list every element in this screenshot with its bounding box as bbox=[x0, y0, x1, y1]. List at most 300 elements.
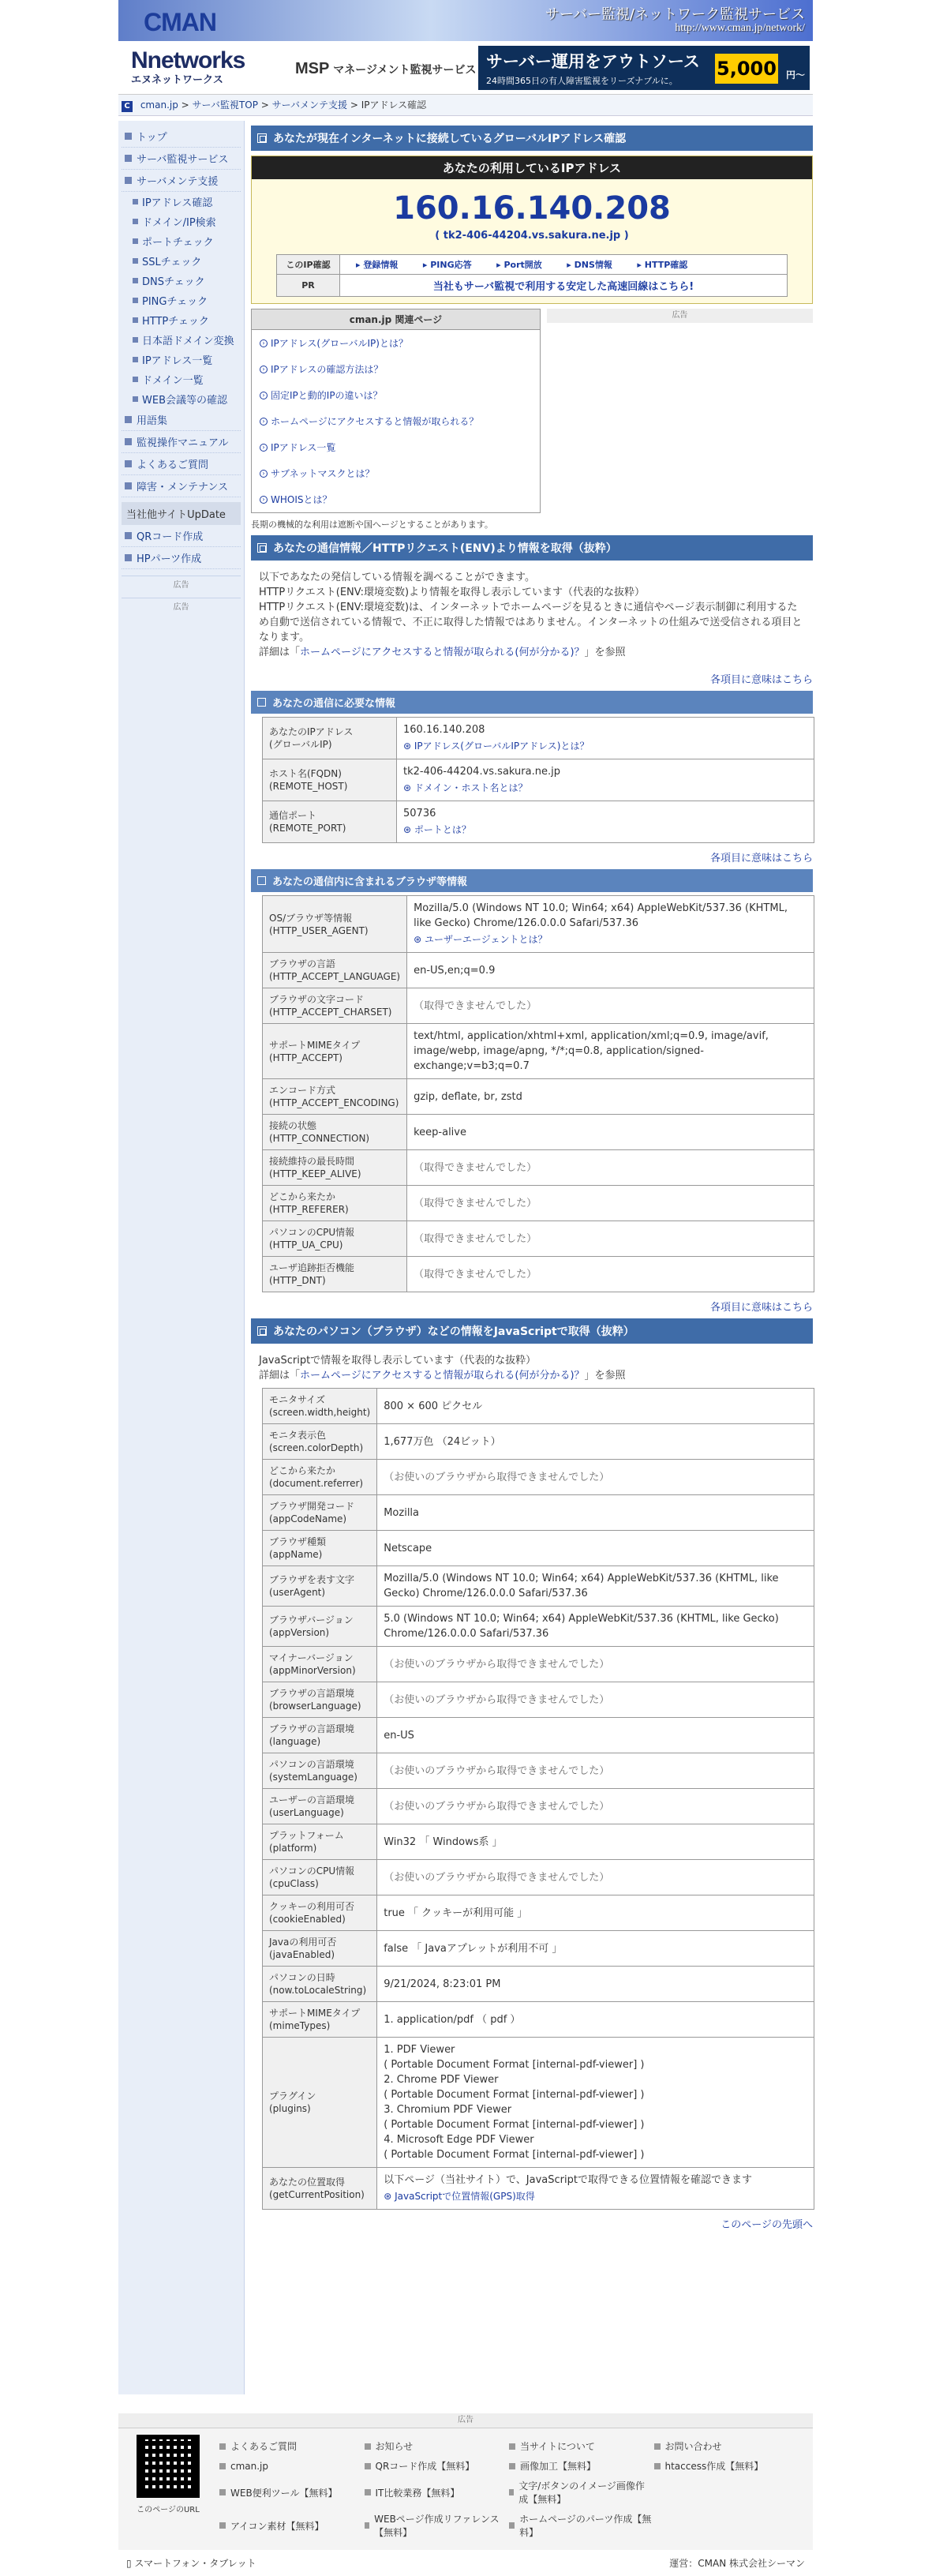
footer-link[interactable] bbox=[509, 2459, 654, 2473]
row-key: どこから来たか (document.referrer) bbox=[263, 1460, 377, 1495]
related-link[interactable] bbox=[252, 356, 540, 382]
arrow-circle-icon: › bbox=[260, 470, 268, 478]
table-row bbox=[263, 1647, 814, 1682]
row-key: モニタ表示色 (screen.colorDepth) bbox=[263, 1424, 377, 1460]
row-value: text/html, application/xhtml+xml, application/xml;q=0.9, image/avif, image/webp, image/apng, */*;q=0.8, application/signed-exchange;v=b3;q=0.7 bbox=[414, 1030, 769, 1072]
breadcrumb-current: IPアドレス確認 bbox=[361, 99, 427, 111]
row-value-cell bbox=[377, 1424, 814, 1460]
square-bullet-icon bbox=[219, 2443, 226, 2450]
row-value-cell bbox=[377, 1967, 814, 2002]
row-value-cell bbox=[377, 1789, 814, 1824]
table-row bbox=[263, 1931, 814, 1967]
table-row bbox=[263, 1967, 814, 2002]
ping-link[interactable]: ▸ PING応答 bbox=[423, 258, 472, 271]
row-value: （取得できませんでした） bbox=[414, 1197, 537, 1209]
table-row bbox=[263, 1718, 814, 1753]
ip-address-value: 160.16.140.208 bbox=[393, 190, 671, 227]
table-row bbox=[263, 1150, 814, 1186]
footer-link[interactable] bbox=[509, 2479, 654, 2506]
sidebar-item-label: サーバメンテ支援 bbox=[137, 176, 219, 188]
footer-link-text: ホームページのパーツ作成【無料】 bbox=[519, 2514, 652, 2538]
sidebar-subitem[interactable] bbox=[122, 271, 241, 291]
row-value-cell bbox=[407, 1024, 814, 1079]
related-link-text: IPアドレスの確認方法は？ bbox=[271, 364, 384, 375]
square-bullet-icon bbox=[125, 438, 132, 445]
sidebar-item-label: トップ bbox=[137, 132, 167, 144]
table-row bbox=[263, 718, 814, 759]
table-row bbox=[263, 1115, 814, 1150]
sidebar-subitem[interactable] bbox=[122, 389, 241, 409]
http-link[interactable]: ▸ HTTP確認 bbox=[637, 258, 687, 271]
table-row bbox=[263, 801, 814, 843]
js-section-title-text: あなたのパソコン（ブラウザ）などの情報をJavaScriptで取得（抜粋） bbox=[273, 1325, 634, 1338]
table-row bbox=[263, 1257, 814, 1292]
related-link-text: 固定IPと動的IPの違いは？ bbox=[271, 390, 383, 401]
site-header bbox=[118, 0, 813, 41]
msp-banner[interactable] bbox=[295, 60, 477, 78]
table-row bbox=[263, 1824, 814, 1860]
row-key: Javaの利用可否 (javaEnabled) bbox=[263, 1931, 377, 1967]
env-intro-line: HTTPリクエスト(ENV:環境変数)は、インターネットでホームページを見るときに通信やページ表示制御に利用するため自動で送信されている情報で、不正に取得した情報ではありません。インターネットの仕組みで送受信される項目となります。 bbox=[259, 602, 803, 643]
row-value-cell bbox=[377, 1753, 814, 1789]
row-help-link-text: ポートとは？ bbox=[414, 824, 471, 835]
env-subsection-title: あなたの通信に必要な情報 bbox=[272, 698, 396, 710]
arrow-circle-icon: ⊛ bbox=[403, 824, 414, 835]
sidebar-subitem[interactable] bbox=[122, 212, 241, 231]
sidebar-subitem-label: ポートチェック bbox=[142, 237, 214, 249]
sidebar-ad-label: 広告 bbox=[122, 576, 241, 591]
related-link-text: IPアドレス(グローバルIP)とは？ bbox=[271, 338, 408, 349]
js-detail-pre: 詳細は「 bbox=[259, 1370, 301, 1382]
square-bullet-icon bbox=[125, 177, 132, 184]
arrow-circle-icon: › bbox=[260, 418, 268, 426]
footer-link bbox=[654, 2479, 799, 2506]
arrow-circle-icon: ⊛ bbox=[403, 782, 414, 793]
row-value: 1. application/pdf （ pdf ） bbox=[384, 2013, 521, 2026]
row-key: ブラウザの言語環境 (language) bbox=[263, 1718, 377, 1753]
footer-link-text: WEBページ作成リファレンス【無料】 bbox=[374, 2514, 500, 2538]
row-key: ブラウザを表す文字 (userAgent) bbox=[263, 1566, 377, 1607]
arrow-circle-icon: ⊛ bbox=[384, 2191, 395, 2202]
footer-link[interactable] bbox=[654, 2439, 799, 2453]
square-bullet-icon bbox=[365, 2443, 371, 2450]
row-value-cell bbox=[377, 1460, 814, 1495]
related-link[interactable] bbox=[252, 382, 540, 408]
breadcrumb-separator: > bbox=[178, 99, 193, 111]
row-value: 以下ページ（当社サイト）で、JavaScriptで取得できる位置情報を確認できます bbox=[384, 2174, 752, 2186]
sidebar-item-glossary[interactable] bbox=[122, 409, 241, 431]
square-bullet-icon bbox=[125, 532, 132, 539]
square-bullet-icon bbox=[133, 258, 138, 264]
sidebar-subitem[interactable] bbox=[122, 330, 241, 350]
sidebar-item-maintenance[interactable] bbox=[122, 170, 241, 192]
table-row bbox=[263, 1495, 814, 1531]
sidebar-item-label: サーバ監視サービス bbox=[137, 154, 229, 166]
header-url: http://www.cman.jp/network/ bbox=[675, 22, 805, 34]
breadcrumb-home[interactable]: cman.jp bbox=[140, 99, 178, 111]
sidebar-subitem[interactable] bbox=[122, 310, 241, 330]
section-icon bbox=[257, 876, 266, 885]
sidebar-item-label: HPパーツ作成 bbox=[137, 553, 202, 565]
row-value: 9/21/2024, 8:23:01 PM bbox=[384, 1978, 501, 1990]
arrow-circle-icon: › bbox=[260, 366, 268, 373]
square-bullet-icon bbox=[509, 2489, 514, 2495]
square-bullet-icon bbox=[133, 377, 138, 382]
related-pages-title: cman.jp 関連ページ bbox=[252, 309, 540, 330]
table-row bbox=[263, 1860, 814, 1895]
footer-link-text: htaccess作成【無料】 bbox=[664, 2461, 764, 2472]
breadcrumb bbox=[118, 95, 813, 116]
square-bullet-icon bbox=[133, 337, 138, 343]
footer-link-text: お知らせ bbox=[375, 2441, 414, 2452]
row-value-cell bbox=[377, 1895, 814, 1931]
outsource-ad-banner[interactable] bbox=[478, 46, 810, 90]
square-bullet-icon bbox=[133, 396, 138, 402]
section-icon bbox=[257, 133, 267, 143]
table-row bbox=[263, 2002, 814, 2038]
square-bullet-icon bbox=[365, 2489, 371, 2495]
table-row bbox=[263, 1682, 814, 1718]
qr-code-image bbox=[137, 2435, 200, 2498]
square-bullet-icon bbox=[219, 2489, 226, 2495]
js-intro bbox=[251, 1348, 813, 1388]
row-key: ホスト名(FQDN) (REMOTE_HOST) bbox=[263, 759, 397, 801]
table-row bbox=[263, 2168, 814, 2210]
square-bullet-icon bbox=[509, 2443, 515, 2450]
nnetworks-logo-kana: エヌネットワークス bbox=[131, 74, 223, 86]
row-value: Mozilla bbox=[384, 1506, 420, 1519]
row-value-cell bbox=[407, 1257, 814, 1292]
table-row bbox=[263, 953, 814, 988]
row-value: 1. PDF Viewer ( Portable Document Format [internal-pdf-viewer] ) 2. Chrome PDF Viewer ( Portable Document Format [internal-pdf-viewer] ) 3. Chromium PDF Viewer ( Portable Document Format [internal-pdf-viewer] ) 4. Microsoft Edge PDF Viewer ( Portable Document Format [internal-pdf-viewer] ) bbox=[384, 2044, 645, 2161]
sidebar-subitem-label: IPアドレス一覧 bbox=[142, 355, 213, 367]
qr-caption: このページのURL bbox=[137, 2506, 200, 2514]
row-value: en-US bbox=[384, 1729, 414, 1742]
ad-price: 5,000 bbox=[715, 54, 778, 84]
row-key: パソコンのCPU情報 (HTTP_UA_CPU) bbox=[263, 1221, 407, 1257]
ip-host-value: ( tk2-406-44204.vs.sakura.ne.jp ) bbox=[435, 230, 629, 242]
row-value-cell bbox=[377, 1495, 814, 1531]
sidebar-subitem-label: IPアドレス確認 bbox=[142, 197, 213, 209]
sidebar-subitem-label: HTTPチェック bbox=[142, 316, 209, 328]
table-row bbox=[263, 1753, 814, 1789]
row-key: あなたの位置取得 (getCurrentPosition) bbox=[263, 2168, 377, 2210]
table-row bbox=[263, 1607, 814, 1647]
footer-link[interactable] bbox=[219, 2459, 365, 2473]
footer-link-text: 画像加工【無料】 bbox=[520, 2461, 597, 2472]
square-bullet-icon bbox=[365, 2463, 371, 2469]
sidebar-item-monitoring[interactable] bbox=[122, 148, 241, 170]
footer-link[interactable] bbox=[365, 2479, 510, 2506]
row-value-cell bbox=[377, 2168, 814, 2210]
env-section-title-text: あなたの通信情報／HTTPリクエスト(ENV)より情報を取得（抜粋） bbox=[273, 542, 617, 555]
sidebar-subitem-label: SSLチェック bbox=[142, 257, 202, 268]
smartphone-link-text: スマートフォン・タブレット bbox=[134, 2558, 256, 2569]
row-help-link[interactable] bbox=[403, 781, 807, 796]
row-value-cell bbox=[407, 1079, 814, 1115]
row-value-cell bbox=[397, 801, 814, 843]
row-value-cell bbox=[377, 1647, 814, 1682]
nnetworks-logo-text: Nnetworks bbox=[131, 47, 245, 73]
square-bullet-icon bbox=[133, 298, 138, 303]
smartphone-link[interactable]: ▯ スマートフォン・タブレット bbox=[126, 2558, 256, 2569]
ad-title: サーバー運用をアウトソース bbox=[486, 52, 700, 71]
related-link[interactable] bbox=[252, 330, 540, 356]
row-key: ブラウザバージョン (appVersion) bbox=[263, 1607, 377, 1647]
table-row bbox=[263, 988, 814, 1024]
row-value: （お使いのブラウザから取得できませんでした） bbox=[384, 1800, 610, 1813]
sidebar-subitem-label: ドメイン/IP検索 bbox=[142, 217, 216, 229]
related-pages-box bbox=[251, 309, 541, 513]
table-row bbox=[263, 1221, 814, 1257]
row-help-link[interactable] bbox=[403, 823, 807, 838]
row-value-cell bbox=[377, 1860, 814, 1895]
page-top-link[interactable]: このページの先頭へ bbox=[721, 2219, 813, 2231]
meaning-link[interactable]: 各項目に意味はこちら bbox=[709, 1302, 813, 1314]
env-intro bbox=[251, 565, 813, 665]
row-value-cell bbox=[377, 1607, 814, 1647]
table-row bbox=[263, 2038, 814, 2168]
table-row bbox=[263, 896, 814, 953]
row-value: （取得できませんでした） bbox=[414, 1232, 537, 1245]
page-wrapper bbox=[118, 0, 813, 2576]
js-intro-line: JavaScriptで情報を取得し表示しています（代表的な抜粋） bbox=[259, 1355, 537, 1367]
meaning-link[interactable]: 各項目に意味はこちら bbox=[709, 853, 813, 864]
sidebar-subitem[interactable] bbox=[122, 231, 241, 251]
js-detail-link[interactable]: ホームページにアクセスすると情報が取られる(何が分かる)？ bbox=[300, 1370, 585, 1382]
square-bullet-icon bbox=[654, 2463, 661, 2469]
sidebar-subitem[interactable] bbox=[122, 251, 241, 271]
square-bullet-icon bbox=[125, 155, 132, 162]
row-value-cell bbox=[407, 1150, 814, 1186]
related-link-text: ホームページにアクセスすると情報が取られる？ bbox=[271, 416, 479, 427]
row-key: モニタサイズ (screen.width,height) bbox=[263, 1389, 377, 1424]
row-value: 800 × 600 ピクセル bbox=[384, 1400, 483, 1412]
row-value: （お使いのブラウザから取得できませんでした） bbox=[384, 1693, 610, 1706]
row-key: どこから来たか (HTTP_REFERER) bbox=[263, 1186, 407, 1221]
related-link[interactable] bbox=[252, 460, 540, 486]
row-key: ブラウザの文字コード (HTTP_ACCEPT_CHARSET) bbox=[263, 988, 407, 1024]
row-key: マイナーバージョン (appMinorVersion) bbox=[263, 1647, 377, 1682]
sidebar-subitem[interactable] bbox=[122, 350, 241, 369]
breadcrumb-separator: > bbox=[257, 99, 272, 111]
row-key: サポートMIMEタイプ (mimeTypes) bbox=[263, 2002, 377, 2038]
dns-link[interactable]: ▸ DNS情報 bbox=[567, 258, 612, 271]
table-row bbox=[263, 1789, 814, 1824]
row-key: クッキーの利用可否 (cookieEnabled) bbox=[263, 1895, 377, 1931]
footer-link[interactable] bbox=[509, 2439, 654, 2453]
sidebar-item-outage[interactable] bbox=[122, 475, 241, 497]
section-icon bbox=[257, 543, 267, 553]
sidebar-subitem-label: ドメイン一覧 bbox=[142, 375, 204, 387]
table-row bbox=[263, 1186, 814, 1221]
row-key: エンコード方式 (HTTP_ACCEPT_ENCODING) bbox=[263, 1079, 407, 1115]
sidebar-item-label: 障害・メンテナンス bbox=[137, 482, 228, 493]
row-value-cell bbox=[377, 1824, 814, 1860]
arrow-circle-icon: › bbox=[260, 444, 268, 452]
square-bullet-icon bbox=[133, 317, 138, 323]
env-subsection-browser bbox=[251, 869, 813, 892]
sidebar-item-hp-parts[interactable] bbox=[122, 547, 241, 569]
copyright: 運営：CMAN 株式会社シーマン bbox=[669, 2558, 805, 2569]
square-bullet-icon bbox=[509, 2463, 515, 2469]
sidebar-item-top[interactable] bbox=[122, 126, 241, 148]
js-info-table bbox=[262, 1388, 814, 2210]
row-key: ブラウザの言語環境 (browserLanguage) bbox=[263, 1682, 377, 1718]
footer-link-text: 当サイトについて bbox=[520, 2441, 595, 2452]
related-link[interactable] bbox=[252, 486, 540, 512]
env-detail-pre: 詳細は「 bbox=[259, 647, 301, 658]
cman-logo[interactable]: CMAN bbox=[144, 8, 216, 36]
port-link[interactable]: ▸ Port開放 bbox=[496, 258, 542, 271]
row-value-cell bbox=[377, 2038, 814, 2168]
row-value: Mozilla/5.0 (Windows NT 10.0; Win64; x64) AppleWebKit/537.36 (KHTML, like Gecko) Chrome/126.0.0.0 Safari/537.36 bbox=[414, 902, 788, 929]
breadcrumb-top[interactable]: サーバ監視TOP bbox=[192, 99, 258, 111]
row-value-cell bbox=[397, 759, 814, 801]
row-value: tk2-406-44204.vs.sakura.ne.jp bbox=[403, 766, 560, 778]
meaning-link[interactable]: 各項目に意味はこちら bbox=[709, 674, 813, 686]
row-value-cell bbox=[377, 1718, 814, 1753]
row-key: OS/ブラウザ等情報 (HTTP_USER_AGENT) bbox=[263, 896, 407, 953]
js-detail-post: 」を参照 bbox=[584, 1370, 626, 1382]
row-key: ユーザ追跡拒否機能 (HTTP_DNT) bbox=[263, 1257, 407, 1292]
square-bullet-icon bbox=[125, 482, 132, 489]
row-value: （お使いのブラウザから取得できませんでした） bbox=[384, 1764, 610, 1777]
row-value-cell bbox=[397, 718, 814, 759]
js-intro-line bbox=[259, 1368, 805, 1383]
sidebar-item-qr[interactable] bbox=[122, 525, 241, 547]
breadcrumb-support[interactable]: サーバメンテ支援 bbox=[271, 99, 348, 111]
footer-link[interactable] bbox=[219, 2479, 365, 2506]
footer-link[interactable] bbox=[365, 2512, 510, 2539]
row-key: プラットフォーム (platform) bbox=[263, 1824, 377, 1860]
qr-code-block bbox=[125, 2435, 211, 2544]
row-value-cell bbox=[377, 1389, 814, 1424]
footer-link[interactable] bbox=[365, 2439, 510, 2453]
row-value-cell bbox=[377, 1531, 814, 1566]
main-content bbox=[245, 121, 813, 2234]
related-link[interactable] bbox=[252, 408, 540, 434]
row-help-link-text: ドメイン・ホスト名とは？ bbox=[414, 782, 528, 793]
row-value-cell bbox=[377, 1931, 814, 1967]
square-bullet-icon bbox=[219, 2522, 226, 2529]
square-bullet-icon bbox=[133, 199, 138, 204]
sidebar-item-label: 監視操作マニュアル bbox=[137, 437, 229, 449]
sidebar-subitem[interactable] bbox=[122, 369, 241, 389]
row-key: パソコンの日時 (now.toLocaleString) bbox=[263, 1967, 377, 2002]
nnetworks-logo[interactable] bbox=[131, 47, 245, 86]
table-row bbox=[263, 1531, 814, 1566]
cman-small-icon: C bbox=[122, 101, 133, 112]
row-value: false 「 Javaアプレットが利用不可 」 bbox=[384, 1942, 563, 1955]
table-row bbox=[263, 1024, 814, 1079]
row-help-link[interactable] bbox=[403, 739, 807, 754]
sidebar-item-faq[interactable] bbox=[122, 453, 241, 475]
row-key: 接続維持の最長時間 (HTTP_KEEP_ALIVE) bbox=[263, 1150, 407, 1186]
arrow-circle-icon: ⊛ bbox=[414, 934, 425, 945]
row-value-cell bbox=[407, 1221, 814, 1257]
row-value: Netscape bbox=[384, 1542, 432, 1554]
row-value: gzip, deflate, br, zstd bbox=[414, 1090, 522, 1103]
row-value-cell bbox=[377, 1682, 814, 1718]
row-value: （お使いのブラウザから取得できませんでした） bbox=[384, 1471, 610, 1483]
msp-label: MSP bbox=[295, 60, 330, 77]
row-help-link-text: JavaScriptで位置情報(GPS)取得 bbox=[395, 2191, 535, 2202]
row-help-link[interactable] bbox=[414, 932, 807, 947]
sidebar-subitem[interactable] bbox=[122, 291, 241, 310]
sidebar-item-label: 用語集 bbox=[137, 415, 168, 427]
pr-link[interactable]: 当社もサーバ監視で利用する安定した高速回線はこちら! bbox=[340, 275, 788, 297]
row-help-link[interactable] bbox=[384, 2189, 807, 2204]
footer-link[interactable] bbox=[219, 2439, 365, 2453]
table-row bbox=[263, 1460, 814, 1495]
square-bullet-icon bbox=[219, 2463, 226, 2469]
footer-link-text: よくあるご質問 bbox=[230, 2441, 298, 2452]
row-value-cell bbox=[407, 988, 814, 1024]
ip-action-links bbox=[340, 255, 788, 275]
related-link[interactable] bbox=[252, 434, 540, 460]
sidebar-ad-label: 広告 bbox=[122, 598, 241, 613]
row-help-link-text: IPアドレス(グローバルIPアドレス)とは？ bbox=[414, 741, 590, 752]
related-link-text: WHOISとは？ bbox=[271, 494, 332, 505]
sidebar bbox=[118, 121, 245, 2394]
env-browser-table bbox=[262, 895, 814, 1292]
row-value: Mozilla/5.0 (Windows NT 10.0; Win64; x64) AppleWebKit/537.36 (KHTML, like Gecko) Chrome/126.0.0.0 Safari/537.36 bbox=[384, 1573, 779, 1599]
footer-link[interactable] bbox=[219, 2512, 365, 2539]
table-row bbox=[263, 1566, 814, 1607]
content-columns bbox=[118, 121, 813, 2394]
footer-link[interactable] bbox=[365, 2459, 510, 2473]
env-section-title bbox=[251, 535, 813, 561]
whois-link[interactable]: ▸ 登録情報 bbox=[356, 258, 398, 271]
usage-note: 長期の機械的な利用は遮断や国へージとすることがあります。 bbox=[251, 519, 493, 530]
row-value-cell bbox=[407, 953, 814, 988]
row-value: （取得できませんでした） bbox=[414, 1161, 537, 1174]
row-value-cell bbox=[407, 896, 814, 953]
ad-price-unit: 円〜 bbox=[785, 69, 805, 81]
row-value: （お使いのブラウザから取得できませんでした） bbox=[384, 1871, 610, 1884]
env-detail-link[interactable]: ホームページにアクセスすると情報が取られる(何が分かる)？ bbox=[300, 647, 585, 658]
sidebar-subitem-label: PINGチェック bbox=[142, 296, 208, 308]
table-row bbox=[263, 1389, 814, 1424]
breadcrumb-separator: > bbox=[347, 99, 361, 111]
ad-slot-label: 広告 bbox=[547, 309, 813, 323]
ip-action-table bbox=[276, 254, 788, 297]
footer-link[interactable] bbox=[654, 2459, 799, 2473]
footer-link-text: 文字/ボタンのイメージ画像作成【無料】 bbox=[518, 2480, 645, 2505]
sidebar-item-manual[interactable] bbox=[122, 431, 241, 453]
footer-link-text: QRコード作成【無料】 bbox=[375, 2461, 475, 2472]
row-value: 160.16.140.208 bbox=[403, 724, 485, 736]
arrow-circle-icon: › bbox=[260, 339, 268, 347]
row-value-cell bbox=[377, 2002, 814, 2038]
row-value: （取得できませんでした） bbox=[414, 999, 537, 1012]
footer-links bbox=[211, 2435, 807, 2544]
footer-link[interactable] bbox=[509, 2512, 654, 2539]
env-subsection-title: あなたの通信内に含まれるブラウザ等情報 bbox=[272, 876, 468, 888]
ad-subtitle: 24時間365日の有人障害監視をリーズナブルに。 bbox=[486, 76, 678, 86]
env-intro-line: 以下であなたの発信している情報を調べることができます。 bbox=[259, 572, 535, 583]
row-value: 1,677万色 （24ビット） bbox=[384, 1435, 501, 1448]
ip-address-box bbox=[251, 156, 813, 304]
square-bullet-icon bbox=[125, 133, 132, 140]
row-key: サポートMIMEタイプ (HTTP_ACCEPT) bbox=[263, 1024, 407, 1079]
ip-action-label: このIP確認 bbox=[277, 255, 340, 275]
sidebar-subitem[interactable] bbox=[122, 192, 241, 212]
row-key: 通信ポート (REMOTE_PORT) bbox=[263, 801, 397, 843]
related-section bbox=[251, 309, 813, 513]
sidebar-item-label: よくあるご質問 bbox=[137, 459, 209, 471]
